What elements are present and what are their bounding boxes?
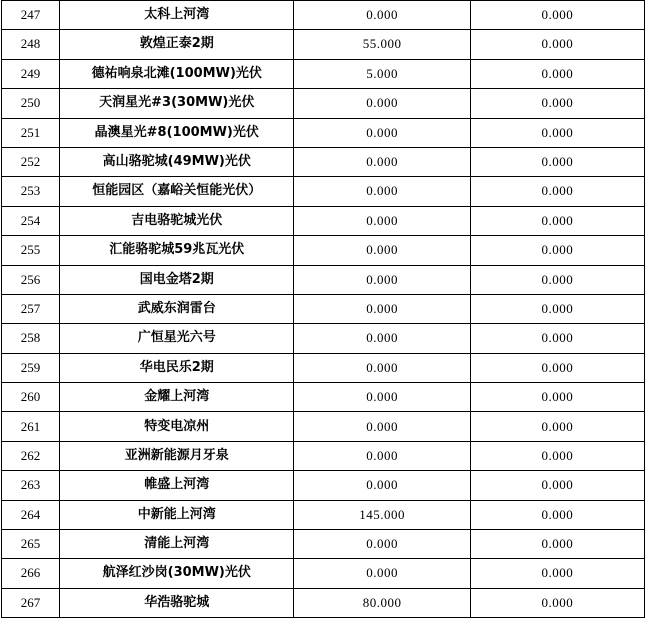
table-row[interactable]	[2, 147, 645, 176]
row-index-cell[interactable]: 250	[2, 89, 60, 118]
value-1-cell[interactable]: 0.000	[294, 383, 470, 412]
table-row[interactable]	[2, 471, 645, 500]
table-row[interactable]	[2, 89, 645, 118]
plant-name-cell[interactable]: 帷盛上河湾	[60, 471, 294, 500]
table-row[interactable]	[2, 412, 645, 441]
table-row[interactable]	[2, 118, 645, 147]
plant-name-cell[interactable]: 特变电凉州	[60, 412, 294, 441]
row-index-cell[interactable]: 262	[2, 441, 60, 470]
plant-name-cell[interactable]: 国电金塔2期	[60, 265, 294, 294]
value-2-cell[interactable]: 0.000	[470, 236, 644, 265]
table-body	[2, 1, 645, 618]
row-index-cell[interactable]: 259	[2, 353, 60, 382]
value-1-cell[interactable]: 0.000	[294, 118, 470, 147]
value-2-cell[interactable]: 0.000	[470, 59, 644, 88]
plant-name-cell[interactable]: 恒能园区（嘉峪关恒能光伏）	[60, 177, 294, 206]
table-row[interactable]	[2, 265, 645, 294]
value-2-cell[interactable]: 0.000	[470, 177, 644, 206]
plant-name-cell[interactable]: 武威东润雷台	[60, 294, 294, 323]
value-2-cell[interactable]: 0.000	[470, 324, 644, 353]
value-1-cell[interactable]: 0.000	[294, 530, 470, 559]
plant-name-cell[interactable]: 敦煌正泰2期	[60, 30, 294, 59]
value-1-cell[interactable]: 0.000	[294, 265, 470, 294]
value-1-cell[interactable]: 0.000	[294, 1, 470, 30]
value-2-cell[interactable]: 0.000	[470, 441, 644, 470]
plant-name-cell[interactable]: 广恒星光六号	[60, 324, 294, 353]
value-1-cell[interactable]: 0.000	[294, 324, 470, 353]
row-index-cell[interactable]: 263	[2, 471, 60, 500]
row-index-cell[interactable]: 249	[2, 59, 60, 88]
data-table	[1, 0, 645, 618]
row-index-cell[interactable]: 251	[2, 118, 60, 147]
table-row[interactable]	[2, 236, 645, 265]
row-index-cell[interactable]: 255	[2, 236, 60, 265]
table-row[interactable]	[2, 559, 645, 588]
plant-name-cell[interactable]: 天润星光#3(30MW)光伏	[60, 89, 294, 118]
value-1-cell[interactable]: 0.000	[294, 471, 470, 500]
value-2-cell[interactable]: 0.000	[470, 559, 644, 588]
plant-name-cell[interactable]: 太科上河湾	[60, 1, 294, 30]
row-index-cell[interactable]: 261	[2, 412, 60, 441]
row-index-cell[interactable]: 256	[2, 265, 60, 294]
row-index-cell[interactable]: 257	[2, 294, 60, 323]
value-1-cell[interactable]: 80.000	[294, 588, 470, 617]
plant-name-cell[interactable]: 金耀上河湾	[60, 383, 294, 412]
value-2-cell[interactable]: 0.000	[470, 412, 644, 441]
table-row[interactable]	[2, 30, 645, 59]
value-1-cell[interactable]: 55.000	[294, 30, 470, 59]
row-index-cell[interactable]: 265	[2, 530, 60, 559]
plant-name-cell[interactable]: 亚洲新能源月牙泉	[60, 441, 294, 470]
plant-name-cell[interactable]: 华浩骆驼城	[60, 588, 294, 617]
table-row[interactable]	[2, 441, 645, 470]
value-1-cell[interactable]: 0.000	[294, 353, 470, 382]
value-1-cell[interactable]: 0.000	[294, 441, 470, 470]
value-2-cell[interactable]: 0.000	[470, 118, 644, 147]
plant-name-cell[interactable]: 中新能上河湾	[60, 500, 294, 529]
table-row[interactable]	[2, 353, 645, 382]
value-2-cell[interactable]: 0.000	[470, 530, 644, 559]
plant-name-cell[interactable]: 吉电骆驼城光伏	[60, 206, 294, 235]
plant-name-cell[interactable]: 晶澳星光#8(100MW)光伏	[60, 118, 294, 147]
value-1-cell[interactable]: 0.000	[294, 294, 470, 323]
value-2-cell[interactable]: 0.000	[470, 588, 644, 617]
row-index-cell[interactable]: 254	[2, 206, 60, 235]
row-index-cell[interactable]: 267	[2, 588, 60, 617]
value-1-cell[interactable]: 0.000	[294, 236, 470, 265]
plant-name-cell[interactable]: 高山骆驼城(49MW)光伏	[60, 147, 294, 176]
row-index-cell[interactable]: 258	[2, 324, 60, 353]
value-2-cell[interactable]: 0.000	[470, 471, 644, 500]
table-row[interactable]	[2, 588, 645, 617]
value-1-cell[interactable]: 0.000	[294, 177, 470, 206]
table-row[interactable]	[2, 294, 645, 323]
value-2-cell[interactable]: 0.000	[470, 89, 644, 118]
row-index-cell[interactable]: 266	[2, 559, 60, 588]
value-2-cell[interactable]: 0.000	[470, 353, 644, 382]
table-row[interactable]	[2, 530, 645, 559]
table-row[interactable]	[2, 383, 645, 412]
value-1-cell[interactable]: 145.000	[294, 500, 470, 529]
value-2-cell[interactable]: 0.000	[470, 30, 644, 59]
table-row[interactable]	[2, 324, 645, 353]
table-row[interactable]	[2, 1, 645, 30]
row-index-cell[interactable]: 247	[2, 1, 60, 30]
value-1-cell[interactable]: 0.000	[294, 206, 470, 235]
row-index-cell[interactable]: 260	[2, 383, 60, 412]
value-2-cell[interactable]: 0.000	[470, 147, 644, 176]
table-row[interactable]	[2, 59, 645, 88]
table-row[interactable]	[2, 177, 645, 206]
table-row[interactable]	[2, 500, 645, 529]
table-row[interactable]	[2, 206, 645, 235]
value-2-cell[interactable]: 0.000	[470, 1, 644, 30]
row-index-cell[interactable]: 253	[2, 177, 60, 206]
plant-name-cell[interactable]: 德祐响泉北滩(100MW)光伏	[60, 59, 294, 88]
value-2-cell[interactable]: 0.000	[470, 500, 644, 529]
value-2-cell[interactable]: 0.000	[470, 206, 644, 235]
value-1-cell[interactable]: 0.000	[294, 559, 470, 588]
row-index-cell[interactable]: 264	[2, 500, 60, 529]
plant-name-cell[interactable]: 汇能骆驼城59兆瓦光伏	[60, 236, 294, 265]
value-2-cell[interactable]: 0.000	[470, 265, 644, 294]
value-1-cell[interactable]: 0.000	[294, 147, 470, 176]
value-2-cell[interactable]: 0.000	[470, 383, 644, 412]
value-1-cell[interactable]: 0.000	[294, 412, 470, 441]
plant-name-cell[interactable]: 清能上河湾	[60, 530, 294, 559]
value-2-cell[interactable]: 0.000	[470, 294, 644, 323]
row-index-cell[interactable]: 252	[2, 147, 60, 176]
plant-name-cell[interactable]: 华电民乐2期	[60, 353, 294, 382]
value-1-cell[interactable]: 0.000	[294, 89, 470, 118]
value-1-cell[interactable]: 5.000	[294, 59, 470, 88]
plant-name-cell[interactable]: 航泽红沙岗(30MW)光伏	[60, 559, 294, 588]
row-index-cell[interactable]: 248	[2, 30, 60, 59]
